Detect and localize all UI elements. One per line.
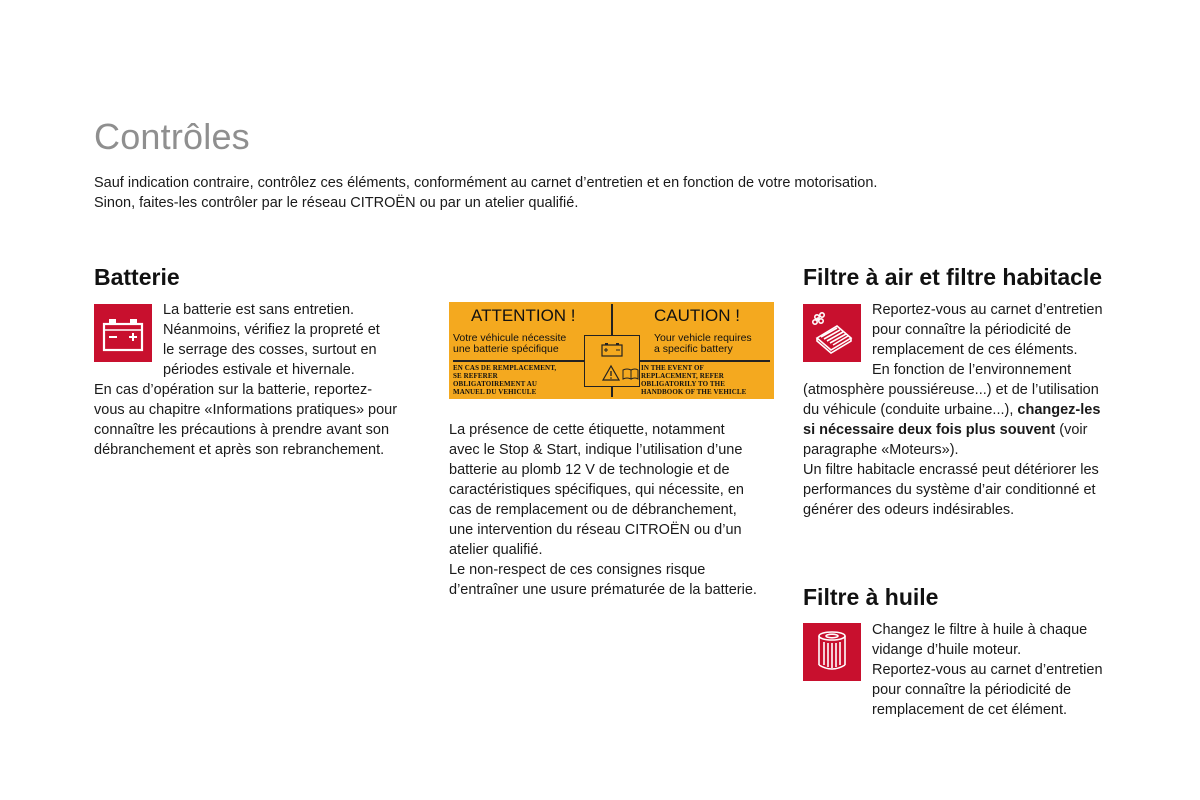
air-filter-emphasis: si nécessaire deux fois plus souvent	[803, 422, 1056, 438]
middle-line: une intervention du réseau CITROËN ou d’un	[449, 522, 742, 538]
label-right-small-line: HANDBOOK OF THE VEHICLE	[641, 388, 747, 396]
intro-text	[94, 173, 877, 213]
air-filter-line-text: du véhicule (conduite urbaine...),	[803, 402, 1018, 418]
air-filter-emphasis: changez-les	[1017, 402, 1101, 418]
oil-filter-line: pour connaître la périodicité de	[872, 682, 1072, 698]
battery-line: vous au chapitre «Informations pratiques» pour	[94, 402, 398, 418]
battery-warning-label	[449, 302, 774, 399]
label-right-smalltext	[641, 364, 746, 396]
air-filter-line: générer des odeurs indésirables.	[803, 502, 1015, 518]
air-filter-line: remplacement de ces éléments.	[872, 342, 1078, 358]
middle-line: cas de remplacement ou de débranchement,	[449, 502, 737, 518]
oil-filter-text	[872, 620, 1103, 720]
oil-filter-line: remplacement de cet élément.	[872, 702, 1068, 718]
battery-line: débranchement et après son rebranchement.	[94, 442, 385, 458]
middle-line: avec le Stop & Start, indique l’utilisation d’une	[449, 442, 743, 458]
battery-line: En cas d’opération sur la batterie, reportez-	[94, 382, 373, 398]
open-book-icon	[623, 369, 638, 379]
oil-filter-heading: Filtre à huile	[803, 584, 939, 610]
battery-line: Néanmoins, vérifiez la propreté et	[163, 322, 380, 338]
battery-line: périodes estivale et hivernale.	[163, 362, 355, 378]
label-symbol-box	[584, 335, 640, 387]
intro-line: Sinon, faites-les contrôler par le réseau CITROËN ou par un atelier qualifié.	[94, 195, 579, 211]
air-filter-line: pour connaître la périodicité de	[872, 322, 1072, 338]
label-left-subtext-line: une batterie spécifique	[453, 343, 559, 355]
air-filter-line	[803, 420, 1100, 440]
middle-line: atelier qualifié.	[449, 542, 543, 558]
label-left-small-line: MANUEL DU VEHICULE	[453, 388, 537, 396]
label-right-subtext-line: Your vehicle requires	[654, 332, 752, 344]
air-filter-line: (atmosphère poussiéreuse...) et de l’utilisation	[803, 382, 1099, 398]
label-right-subtext	[654, 333, 752, 355]
middle-line: batterie au plomb 12 V de technologie et de	[449, 462, 730, 478]
label-left-heading: ATTENTION !	[471, 306, 576, 325]
middle-line: caractéristiques spécifiques, qui nécessite, en	[449, 482, 744, 498]
intro-line: Sauf indication contraire, contrôlez ces éléments, conformément au carnet d’entretien et en fonction de votre motorisation.	[94, 175, 878, 191]
label-left-subtext	[453, 333, 566, 355]
battery-line: le serrage des cosses, surtout en	[163, 342, 377, 358]
air-filter-line: Reportez-vous au carnet d’entretien	[872, 302, 1103, 318]
label-left-smalltext	[453, 364, 556, 396]
oil-filter-line: Reportez-vous au carnet d’entretien	[872, 662, 1103, 678]
label-explanation	[449, 420, 757, 600]
air-filter-text-bottom	[803, 380, 1100, 520]
label-right-small-line: OBLIGATORILY TO THE	[641, 380, 725, 388]
battery-text-bottom	[94, 380, 397, 460]
label-left-subtext-line: Votre véhicule nécessite	[453, 332, 567, 344]
oil-filter-icon	[803, 623, 861, 681]
label-left-small-line: OBLIGATOIREMENT AU	[453, 380, 538, 388]
battery-symbol-icon	[602, 343, 622, 356]
label-right-heading: CAUTION !	[654, 306, 740, 325]
air-filter-text-top	[872, 300, 1103, 380]
air-filter-line: paragraphe «Moteurs»).	[803, 442, 959, 458]
label-right-subtext-line: a specific battery	[654, 343, 733, 355]
air-filter-line: En fonction de l’environnement	[872, 362, 1072, 378]
battery-line: connaître les précautions à prendre avant son	[94, 422, 390, 438]
battery-line: La batterie est sans entretien.	[163, 302, 355, 318]
label-left-small-line: EN CAS DE REMPLACEMENT,	[453, 364, 557, 372]
oil-filter-line: Changez le filtre à huile à chaque	[872, 622, 1088, 638]
oil-filter-line: vidange d’huile moteur.	[872, 642, 1022, 658]
battery-text-top	[163, 300, 380, 380]
middle-line: La présence de cette étiquette, notamment	[449, 422, 725, 438]
middle-line: Le non-respect de ces consignes risque	[449, 562, 706, 578]
label-left-small-line: SE REFERER	[453, 372, 498, 380]
air-filter-line: performances du système d’air conditionné et	[803, 482, 1096, 498]
air-filter-line: Un filtre habitacle encrassé peut détériorer les	[803, 462, 1099, 478]
air-filter-heading: Filtre à air et filtre habitacle	[803, 264, 1103, 290]
air-filter-line	[803, 400, 1100, 420]
label-right-small-line: IN THE EVENT OF	[641, 364, 704, 372]
page-title: Contrôles	[94, 116, 250, 157]
middle-line: d’entraîner une usure prématurée de la batterie.	[449, 582, 757, 598]
air-filter-icon	[803, 304, 861, 362]
battery-heading: Batterie	[94, 264, 180, 290]
battery-icon	[94, 304, 152, 362]
air-filter-line-text: (voir	[1055, 422, 1088, 438]
label-right-small-line: REPLACEMENT, REFER	[641, 372, 724, 380]
warning-triangle-icon	[603, 366, 619, 380]
